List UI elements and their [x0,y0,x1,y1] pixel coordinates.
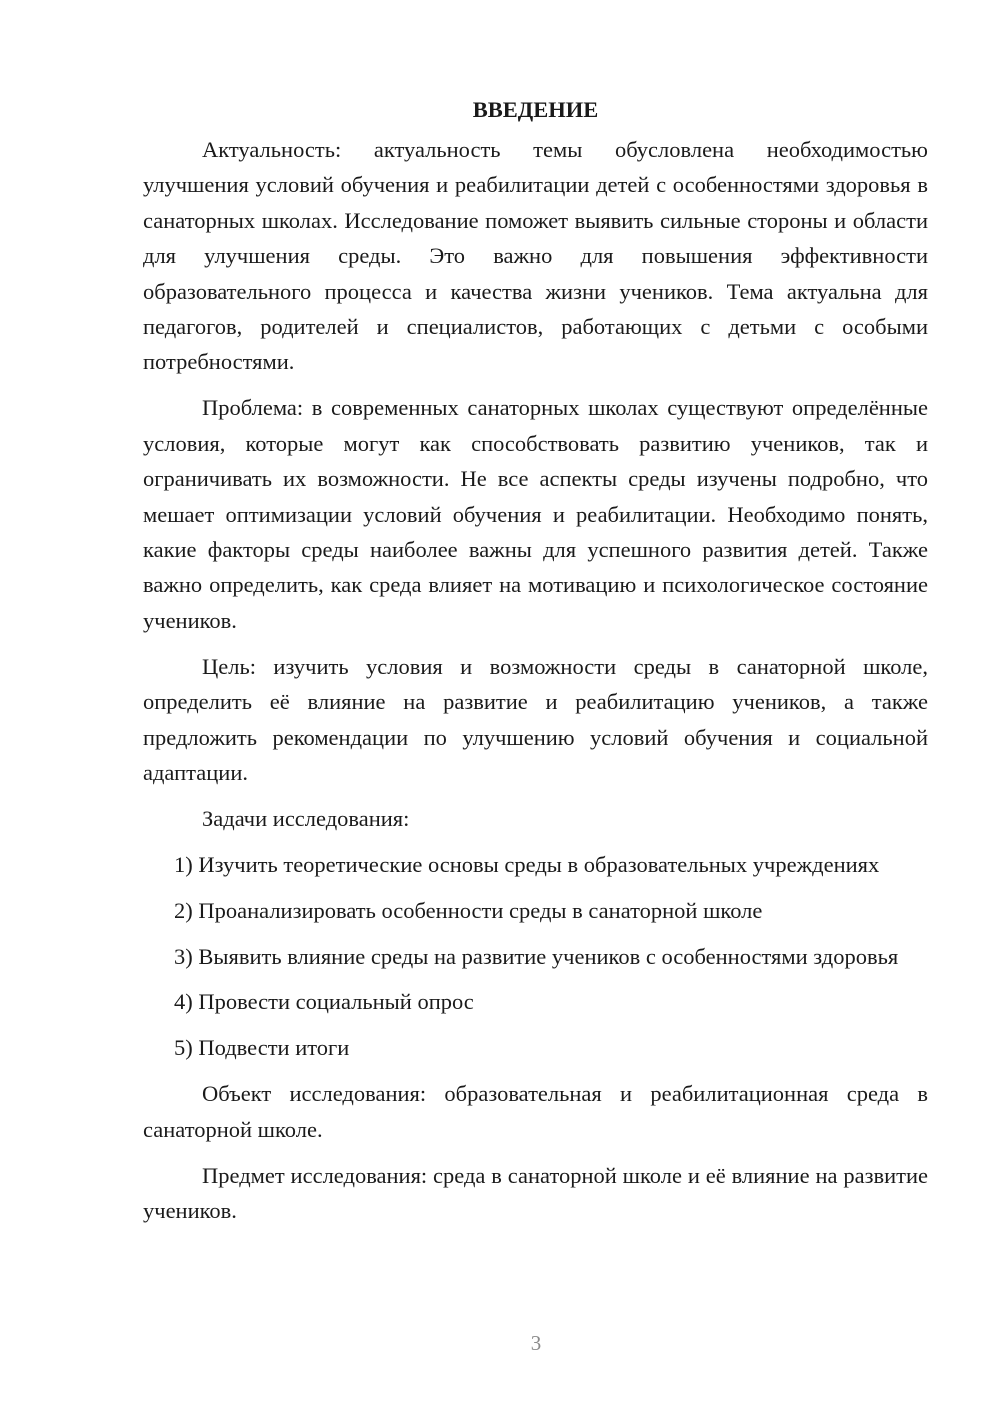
task-item-4: 4) Провести социальный опрос [174,989,474,1015]
subject-paragraph: Предмет исследования: среда в санаторной школе и её влияние на развитие учеников. [143,1162,928,1223]
goal-paragraph: Цель: изучить условия и возможности среды в санаторной школе, определить её влияние на развитие и реабилитацию учеников, а также предложить рекомендации по улучшению условий обучения и социальной адаптации. [143,653,928,785]
page-content [143,88,928,1239]
task-item-5: 5) Подвести итоги [174,1035,350,1061]
page-number: 3 [530,1331,542,1355]
relevance-paragraph: Актуальность: актуальность темы обусловлена необходимостью улучшения условий обучения и реабилитации детей с особенностями здоровья в санаторных школах. Исследование поможет выявить сильные стороны и области для улучшения среды. Это важно для повышения эффективности образовательного процесса и качества жизни учеников. Тема актуальна для педагогов, родителей и специалистов, работающих с детьми с особыми потребностями. [143,137,928,375]
task-item-2: 2) Проанализировать особенности среды в санаторной школе [174,897,763,923]
problem-paragraph: Проблема: в современных санаторных школах существуют определённые условия, которые могут как способствовать развитию учеников, так и ограничивать их возможности. Не все аспекты среды изучены подробно, что мешает оптимизации условий обучения и реабилитации. Необходимо понять, какие факторы среды наиболее важны для успешного развития детей. Также важно определить, как среда влияет на мотивацию и психологическое состояние учеников. [143,395,928,633]
task-item-1: 1) Изучить теоретические основы среды в образовательных учреждениях [174,851,880,877]
task-item-3: 3) Выявить влияние среды на развитие учеников с особенностями здоровья [174,943,899,969]
tasks-heading: Задачи исследования: [202,805,410,831]
page-title: ВВЕДЕНИЕ [472,97,599,122]
object-paragraph: Объект исследования: образовательная и реабилитационная среда в санаторной школе. [143,1081,928,1142]
